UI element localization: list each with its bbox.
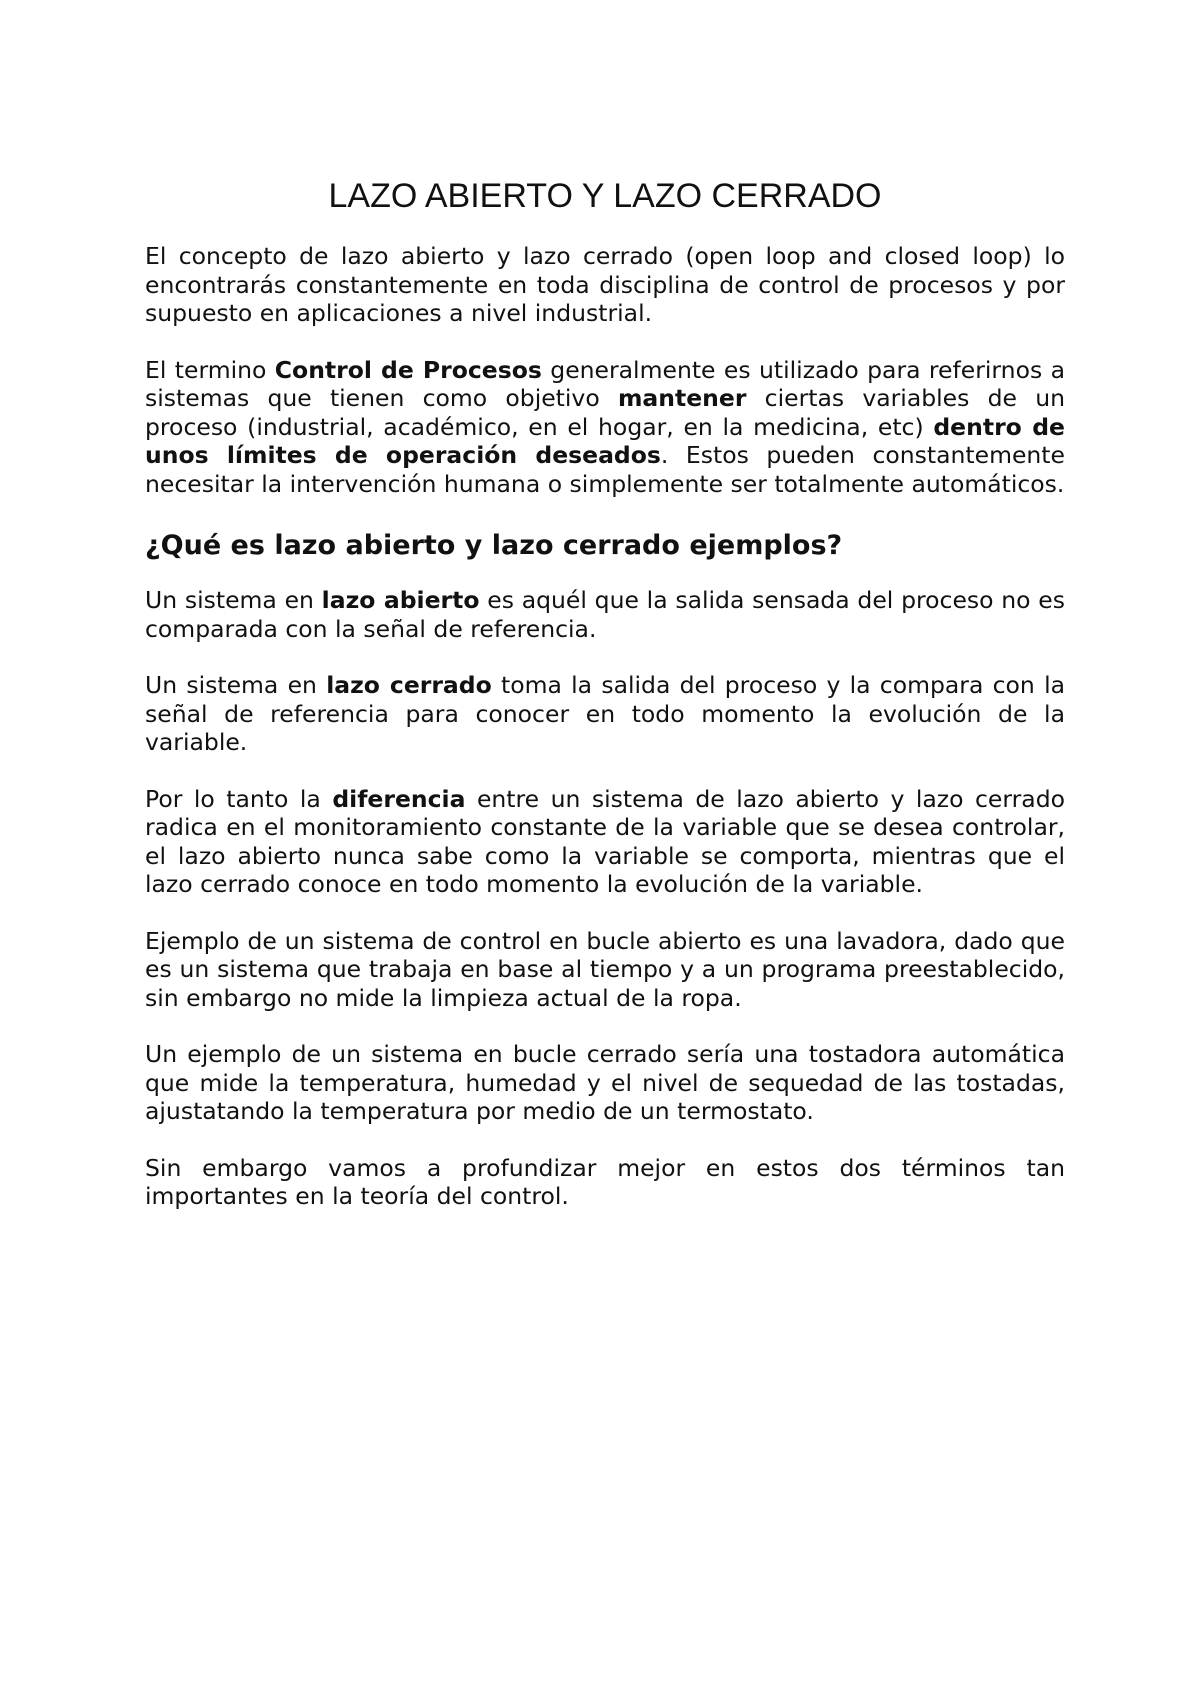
paragraph-text: Un sistema en: [145, 586, 322, 614]
paragraph-diferencia: [145, 785, 1065, 899]
paragraph-ejemplo-cerrado: [145, 1040, 1065, 1126]
bold-term-lazo-abierto: lazo abierto: [321, 586, 480, 614]
bold-term-diferencia: diferencia: [332, 784, 466, 813]
paragraph-text: generalmente es utilizado para referirnos a sistemas que tienen como objetivo: [145, 355, 1065, 412]
paragraph-text: Por lo tanto la: [145, 784, 333, 813]
bold-term-limites: dentro de unos límites de operación deseados: [145, 412, 1065, 469]
paragraph-control-de-procesos: [145, 356, 1065, 499]
paragraph-ejemplo-abierto: [145, 927, 1065, 1013]
paragraph-conclusion: [145, 1154, 1065, 1211]
paragraph-intro: [145, 242, 1065, 328]
paragraph-lazo-abierto: [145, 586, 1065, 643]
paragraph-text: El concepto de lazo abierto y lazo cerrado (open loop and closed loop) lo encontrarás constantemente en toda disciplina de control de procesos y por supuesto en aplicaciones a nivel industrial.: [145, 242, 1065, 327]
document-title: LAZO ABIERTO Y LAZO CERRADO: [328, 177, 882, 215]
paragraph-text: es aquél que la salida sensada del proceso no es comparada con la señal de referencia.: [145, 586, 1065, 643]
paragraph-text: Sin embargo vamos a profundizar mejor en estos dos términos tan importantes en la teoría del control.: [145, 1153, 1065, 1210]
document-body: [145, 172, 1065, 1239]
bold-term-control-de-procesos: Control de Procesos: [274, 355, 542, 384]
bold-term-mantener: mantener: [617, 384, 747, 412]
paragraph-text: Ejemplo de un sistema de control en bucle abierto es una lavadora, dado que es un sistema que trabaja en base al tiempo y a un programa preestablecido, sin embargo no mide la limpieza actual de la ropa.: [145, 926, 1065, 1012]
paragraph-text: El termino: [145, 355, 275, 384]
paragraph-text: . Estos pueden constantemente necesitar la intervención humana o simplemente ser totalmente automáticos.: [145, 441, 1065, 498]
paragraph-text: toma la salida del proceso y la compara con la señal de referencia para conocer en todo momento la evolución de la variable.: [145, 671, 1065, 756]
paragraph-lazo-cerrado: [145, 671, 1065, 757]
paragraph-text: Un sistema en: [145, 671, 327, 699]
paragraph-text: ciertas variables de un proceso (industrial, académico, en el hogar, en la medicina, etc): [145, 384, 1065, 441]
paragraph-text: entre un sistema de lazo abierto y lazo cerrado radica en el monitoramiento constante de la variable que se desea controlar, el lazo abierto nunca sabe como la variable se comporta, mientras que el lazo cerrado conoce en todo momento la evolución de la variable.: [145, 784, 1065, 898]
bold-term-lazo-cerrado: lazo cerrado: [326, 671, 492, 699]
paragraph-text: Un ejemplo de un sistema en bucle cerrado sería una tostadora automática que mide la temperatura, humedad y el nivel de sequedad de las tostadas, ajustatando la temperatura por medio de un termostato.: [145, 1040, 1065, 1125]
section-heading: ¿Qué es lazo abierto y lazo cerrado ejemplos?: [145, 530, 843, 561]
